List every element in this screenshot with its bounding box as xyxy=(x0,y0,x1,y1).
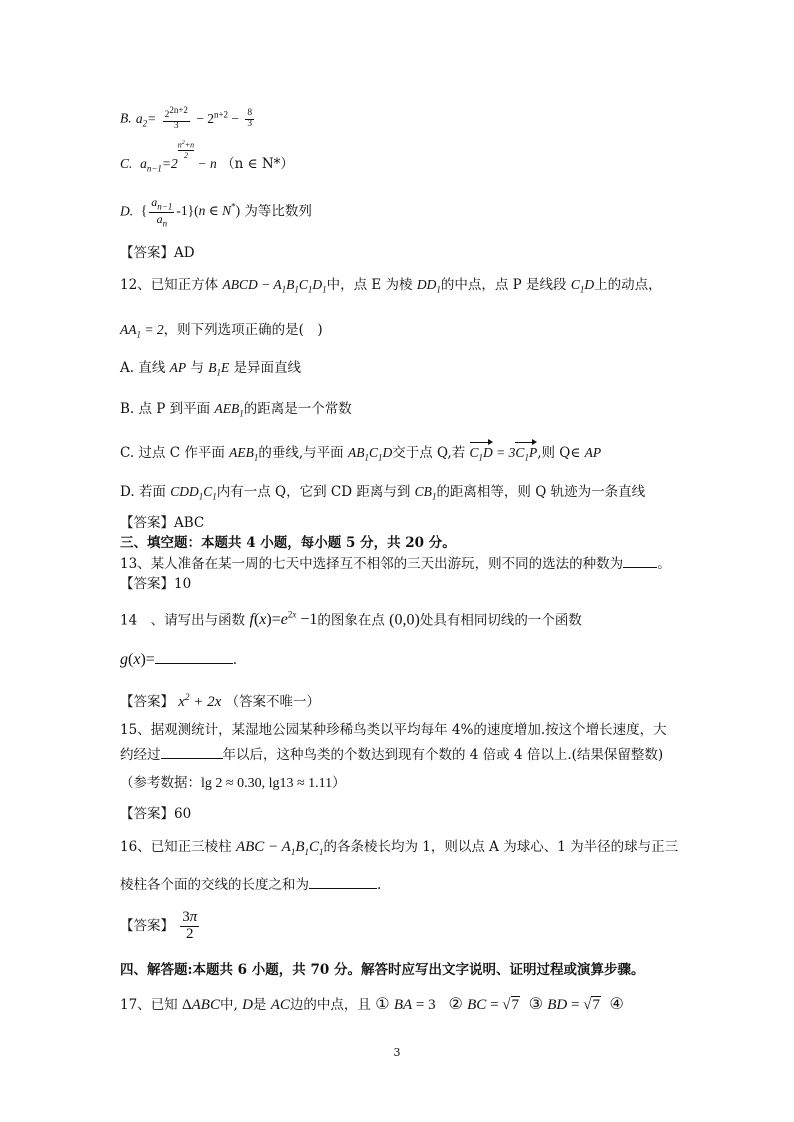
answer-value: AD xyxy=(174,245,195,261)
text: 的中点，点 P 是线段 xyxy=(440,277,567,293)
text: 某人准备在某一周的七天中选择互不相邻的三天出游玩，则不同的选法的种数为 xyxy=(150,556,624,572)
q12-option-d xyxy=(120,484,645,502)
math-formula: $AA_1 = 2$ xyxy=(120,322,164,340)
question-number: 17、 xyxy=(120,997,151,1013)
q14-answer xyxy=(120,692,320,711)
answer-label: 【答案】 xyxy=(120,515,174,531)
math-formula: − $2^{n+2}$ − xyxy=(196,109,240,126)
text: 是 xyxy=(252,997,267,1013)
text: 棱柱各个面的交线的长度之和为 xyxy=(120,877,309,893)
text: 已知正方体 xyxy=(150,277,219,293)
text: B. 点 P 到平面 xyxy=(120,401,211,417)
q13-stem xyxy=(120,555,671,572)
math-formula: $C_1D = 3C_1P$ xyxy=(470,445,538,460)
text: D. 若面 xyxy=(120,484,166,500)
math-formula: AC xyxy=(270,997,290,1013)
answer-value: ABC xyxy=(174,515,205,531)
math-formula: (0,0) xyxy=(389,611,420,629)
question-number: 16、 xyxy=(120,839,151,855)
text: （参考数据： xyxy=(120,775,201,791)
option-label: B. xyxy=(120,110,132,126)
answer-label: 【答案】 xyxy=(120,917,174,934)
text: 的距离相等，则 Q 轨迹为一条直线 xyxy=(436,484,646,500)
math-formula: $AB_1C_1D$ xyxy=(347,445,393,463)
text: 的垂线,与平面 xyxy=(258,445,344,461)
section-heading: 三、填空题：本题共 4 小题，每小题 5 分，共 20 分。 xyxy=(120,535,456,551)
q12-option-b xyxy=(120,401,352,419)
text: 请写出与函数 xyxy=(164,612,246,629)
question-number: 13、 xyxy=(120,556,151,572)
condition-marker: ④ xyxy=(609,994,624,1013)
q16-stem-line2 xyxy=(120,876,381,893)
answer-blank xyxy=(623,555,657,568)
text: 与 xyxy=(190,360,204,376)
option-condition: （n ∈ N*） xyxy=(221,155,294,172)
text: 已知 xyxy=(150,997,178,1013)
math-formula: $CB_1$ xyxy=(414,484,437,502)
math-formula: ΔABC xyxy=(181,997,220,1013)
math-formula: lg 2 ≈ 0.30, lg13 ≈ 1.11 xyxy=(201,776,333,791)
q15-stem-line2 xyxy=(120,746,663,763)
math-formula: { $\frac{a_{n-1}}{a_n}$ -1}(n ∈ N*) xyxy=(137,195,241,229)
math-formula: $CDD_1C_1$ xyxy=(170,484,217,502)
condition-marker: ③ xyxy=(528,994,543,1013)
page-number: 3 xyxy=(393,1046,401,1059)
math-formula: AP xyxy=(584,445,602,460)
math-formula: BD = √7 xyxy=(547,997,600,1013)
text: 的各条棱长均为 1，则以点 A 为球心、1 为半径的球与正三 xyxy=(323,839,679,855)
math-formula: $B_1E$ xyxy=(208,360,230,378)
math-fraction: $\frac{3\pi}{2}$ xyxy=(182,909,198,942)
math-formula: ABCD − $A_1B_1C_1D_1$ xyxy=(222,277,327,295)
text: 中，点 E 为棱 xyxy=(326,277,413,293)
condition-marker: ① xyxy=(375,994,390,1013)
option-label: C. xyxy=(120,155,133,171)
q11-option-c xyxy=(120,140,294,174)
answer-label: 【答案】 xyxy=(120,245,174,261)
math-formula: $DD_1$ xyxy=(416,277,441,295)
question-number: 14 、 xyxy=(120,612,165,629)
text: 年以后，这种鸟类的个数达到现有个数的 4 倍或 4 倍以上.(结果保留整数) xyxy=(222,747,664,763)
math-formula: $a_2=$ xyxy=(135,110,157,129)
question-number: 12、 xyxy=(120,277,151,293)
text: . xyxy=(232,652,238,668)
math-formula: BA = 3 xyxy=(393,997,436,1013)
text: . xyxy=(377,877,382,893)
option-label: D. xyxy=(120,203,134,219)
text: 中, xyxy=(219,997,238,1013)
text: 处具有相同切线的一个函数 xyxy=(419,612,582,629)
text: ,则 Q∈ xyxy=(537,445,581,461)
condition-marker: ② xyxy=(448,994,463,1013)
math-formula: $AEB_1$ xyxy=(229,445,259,463)
math-formula: AP xyxy=(169,360,187,375)
q13-answer xyxy=(120,576,191,592)
answer-label: 【答案】 xyxy=(120,576,174,592)
text: 的距离是一个常数 xyxy=(243,401,352,417)
answer-blank xyxy=(155,651,233,664)
text: ） xyxy=(332,775,346,791)
q15-reference xyxy=(120,775,346,793)
text: 内有一点 Q，它到 CD 距离与到 xyxy=(216,484,411,500)
math-formula: BC = √7 xyxy=(467,997,520,1013)
math-formula: $x^2 + 2x$ xyxy=(178,692,222,710)
q16-stem-line1 xyxy=(120,838,678,858)
text: 已知正三棱柱 xyxy=(150,839,232,855)
math-fraction: $\frac{8}{3}$ xyxy=(247,107,253,129)
text: 上的动点， xyxy=(594,277,662,293)
text: 交于点 Q,若 xyxy=(392,445,466,461)
option-text: 为等比数列 xyxy=(244,203,312,220)
q11-answer xyxy=(120,245,195,261)
q12-stem-line1 xyxy=(120,277,662,295)
math-formula: D xyxy=(242,997,253,1013)
question-number: 15、 xyxy=(120,722,151,738)
answer-blank xyxy=(309,876,377,889)
math-formula: g(x)= xyxy=(120,651,155,668)
math-fraction: $\frac{2^{2n+2}}{3}$ xyxy=(164,105,188,132)
text: ，则下列选项正确的是( ) xyxy=(163,322,323,338)
answer-label: 【答案】 xyxy=(120,806,174,822)
answer-value: 60 xyxy=(174,806,192,822)
answer-note: （答案不唯一） xyxy=(225,694,321,710)
text: 约经过 xyxy=(120,747,161,763)
q17-stem xyxy=(120,994,624,1014)
math-formula: $C_1D$ xyxy=(570,277,595,295)
q16-answer xyxy=(120,910,201,943)
text: A. 直线 xyxy=(120,360,166,376)
q15-answer xyxy=(120,806,191,822)
answer-blank xyxy=(161,746,223,759)
q15-stem-line1 xyxy=(120,722,667,738)
math-formula: ABC − $A_1B_1C_1$ xyxy=(235,839,324,857)
text: 的图象在点 xyxy=(317,612,385,629)
text: 。 xyxy=(657,556,671,572)
q12-answer xyxy=(120,515,204,531)
math-formula: $a_{n-1}=2$ $^{\frac{n^2+n}{2}}$ − n xyxy=(136,140,217,174)
math-formula: $f(x)=e^{2x} -1$ xyxy=(249,610,318,629)
text: 据观测统计，某湿地公园某种珍稀鸟类以平均每年 4%的速度增加.按这个增长速度，大 xyxy=(150,722,667,738)
q12-option-c xyxy=(120,441,601,463)
text: 是异面直线 xyxy=(233,360,302,376)
text: 边的中点，且 xyxy=(289,997,371,1013)
q11-option-b xyxy=(120,106,256,132)
q14-stem xyxy=(120,610,582,630)
q14-blank-line xyxy=(120,650,237,669)
section-heading: 四、解答题:本题共 6 小题，共 70 分。解答时应写出文字说明、证明过程或演算步骤。 xyxy=(120,962,645,978)
q11-option-d xyxy=(120,196,312,229)
answer-label: 【答案】 xyxy=(120,694,174,710)
q12-option-a xyxy=(120,360,301,378)
text: C. 过点 C 作平面 xyxy=(120,445,225,461)
q12-stem-line2 xyxy=(120,322,323,340)
math-formula: $AEB_1$ xyxy=(214,401,244,419)
answer-value: 10 xyxy=(174,576,192,592)
